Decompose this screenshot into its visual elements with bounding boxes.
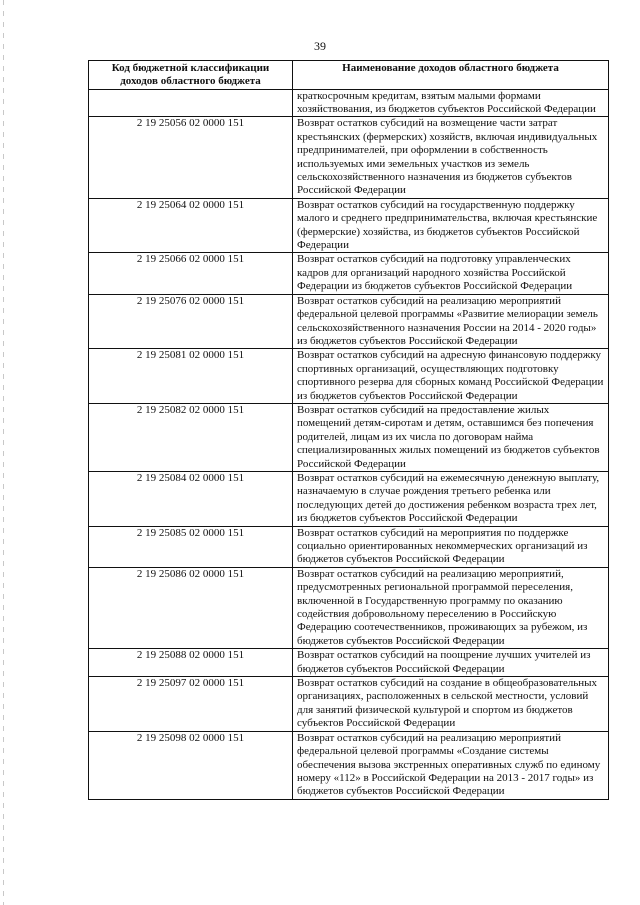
table-row (89, 117, 609, 198)
income-name-cell: Возврат остатков субсидий на реализацию мероприятий федеральной целевой программы «Создание системы обеспечения вызова экстренных оперативных служб по единому номеру «112» в Российской Федерации на 2013 - 2017 годы» из бюджетов субъектов Российской Федерации (293, 731, 609, 799)
table-row (89, 253, 609, 294)
budget-code-cell: 2 19 25084 02 0000 151 (89, 471, 293, 526)
scan-edge-artifact (3, 0, 4, 905)
budget-code-cell: 2 19 25076 02 0000 151 (89, 294, 293, 349)
budget-code-cell: 2 19 25086 02 0000 151 (89, 567, 293, 648)
income-name-cell: Возврат остатков субсидий на поощрение лучших учителей из бюджетов субъектов Российской Федерации (293, 649, 609, 677)
income-name-cell: Возврат остатков субсидий на предоставление жилых помещений детям-сиротам и детям, оставшимся без попечения родителей, лицам из их числа по договорам найма специализированных жилых помещений из бюджетов субъектов Российской Федерации (293, 403, 609, 471)
budget-code-cell: 2 19 25082 02 0000 151 (89, 403, 293, 471)
table-row (89, 349, 609, 404)
table-row (89, 471, 609, 526)
budget-code-cell: 2 19 25085 02 0000 151 (89, 526, 293, 567)
income-name-cell: Возврат остатков субсидий на возмещение части затрат крестьянских (фермерских) хозяйств, включая индивидуальных предпринимателей, при оформлении в собственность используемых ими земельных участков из земель сельскохозяйственного назначения из бюджетов субъектов Российской Федерации (293, 117, 609, 198)
budget-code-cell: 2 19 25088 02 0000 151 (89, 649, 293, 677)
budget-code-cell: 2 19 25056 02 0000 151 (89, 117, 293, 198)
budget-code-cell (89, 89, 293, 117)
income-name-cell: Возврат остатков субсидий на создание в общеобразовательных организациях, расположенных в сельской местности, условий для занятий физической культурой и спортом из бюджетов субъектов Российской Федерации (293, 677, 609, 732)
budget-code-cell: 2 19 25097 02 0000 151 (89, 677, 293, 732)
table-row (89, 649, 609, 677)
table-row (89, 403, 609, 471)
table-row (89, 89, 609, 117)
budget-code-cell: 2 19 25066 02 0000 151 (89, 253, 293, 294)
budget-classification-table (88, 60, 609, 800)
budget-code-cell: 2 19 25081 02 0000 151 (89, 349, 293, 404)
income-name-cell: Возврат остатков субсидий на подготовку управленческих кадров для организаций народного хозяйства Российской Федерации из бюджетов субъектов Российской Федерации (293, 253, 609, 294)
header-code-column: Код бюджетной классификации доходов областного бюджета (89, 61, 293, 90)
budget-code-cell: 2 19 25098 02 0000 151 (89, 731, 293, 799)
header-name-column: Наименование доходов областного бюджета (293, 61, 609, 90)
table-row (89, 198, 609, 253)
table-row (89, 677, 609, 732)
income-name-cell: Возврат остатков субсидий на адресную финансовую поддержку спортивных организаций, осуществляющих подготовку спортивного резерва для сборных команд Российской Федерации из бюджетов субъектов Российской Федерации (293, 349, 609, 404)
income-name-cell: краткосрочным кредитам, взятым малыми формами хозяйствования, из бюджетов субъектов Российской Федерации (293, 89, 609, 117)
income-name-cell: Возврат остатков субсидий на реализацию мероприятий федеральной целевой программы «Развитие мелиорации земель сельскохозяйственного назначения России на 2014 - 2020 годы» из бюджетов субъектов Российской Федерации (293, 294, 609, 349)
table-row (89, 294, 609, 349)
income-name-cell: Возврат остатков субсидий на государственную поддержку малого и среднего предпринимательства, включая крестьянские (фермерские) хозяйства, из бюджетов субъектов Российской Федерации (293, 198, 609, 253)
table-row (89, 731, 609, 799)
table-row (89, 567, 609, 648)
page-number: 39 (314, 39, 326, 53)
budget-code-cell: 2 19 25064 02 0000 151 (89, 198, 293, 253)
income-name-cell: Возврат остатков субсидий на ежемесячную денежную выплату, назначаемую в случае рождения третьего ребенка или последующих детей до достижения ребенком возраста трех лет, из бюджетов субъектов Российской Федерации (293, 471, 609, 526)
table-header-row (89, 61, 609, 90)
income-name-cell: Возврат остатков субсидий на реализацию мероприятий, предусмотренных региональной программой переселения, включенной в Государственную программу по оказанию содействия добровольному переселению в Российскую Федерацию соотечественников, проживающих за рубежом, из бюджетов субъектов Российской Федерации (293, 567, 609, 648)
table-row (89, 526, 609, 567)
income-name-cell: Возврат остатков субсидий на мероприятия по поддержке социально ориентированных некоммерческих организаций из бюджетов субъектов Российской Федерации (293, 526, 609, 567)
